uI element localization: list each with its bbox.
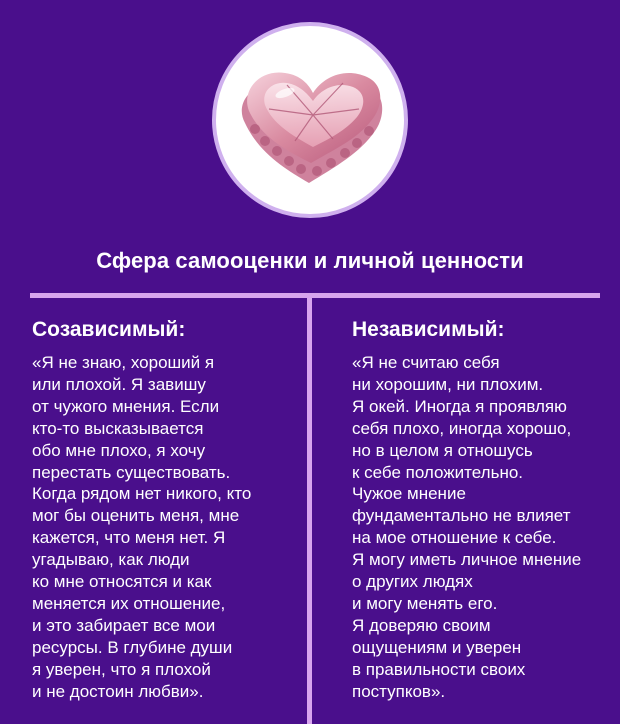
codependent-heading: Созависимый: bbox=[32, 318, 186, 341]
text-line: перестать существовать. bbox=[32, 462, 231, 482]
heart-crystal-box-icon bbox=[225, 45, 395, 195]
text-line: Я доверяю своим bbox=[352, 615, 491, 635]
text-line: угадываю, как люди bbox=[32, 550, 190, 570]
text-line: кто-то высказывается bbox=[32, 418, 204, 438]
text-line: Когда рядом нет никого, кто bbox=[32, 484, 252, 504]
vertical-divider bbox=[307, 296, 312, 724]
text-line: к себе положительно. bbox=[352, 462, 524, 482]
text-line: мог бы оценить меня, мне bbox=[32, 506, 240, 526]
product-image-circle bbox=[212, 22, 408, 218]
text-line: и это забирает все мои bbox=[32, 615, 216, 635]
text-line: «Я не знаю, хороший я bbox=[32, 353, 215, 372]
text-line: поступков». bbox=[352, 681, 446, 701]
text-line: меняется их отношение, bbox=[32, 593, 226, 613]
independent-heading: Независимый: bbox=[352, 318, 505, 341]
page-title: Сфера самооценки и личной ценности bbox=[96, 248, 524, 273]
text-line: и не достоин любви». bbox=[32, 681, 204, 701]
text-line: «Я не считаю себя bbox=[352, 353, 500, 372]
codependent-text bbox=[32, 352, 297, 703]
text-line: Чужое мнение bbox=[352, 484, 466, 504]
text-line: от чужого мнения. Если bbox=[32, 396, 220, 416]
text-line: обо мне плохо, я хочу bbox=[32, 440, 206, 460]
text-line: Я могу иметь личное мнение bbox=[352, 550, 582, 570]
independent-text bbox=[352, 352, 607, 703]
text-line: кажется, что меня нет. Я bbox=[32, 528, 226, 548]
text-line: ко мне относятся и как bbox=[32, 572, 212, 592]
text-line: на мое отношение к себе. bbox=[352, 528, 557, 548]
text-line: Я окей. Иногда я проявляю bbox=[352, 396, 567, 416]
text-line: ни хорошим, ни плохим. bbox=[352, 374, 544, 394]
horizontal-divider bbox=[30, 293, 600, 298]
independent-column bbox=[352, 318, 607, 703]
text-line: фундаментально не влияет bbox=[352, 506, 571, 526]
text-line: в правильности своих bbox=[352, 659, 526, 679]
text-line: я уверен, что я плохой bbox=[32, 659, 211, 679]
text-line: о других людях bbox=[352, 572, 473, 592]
text-line: и могу менять его. bbox=[352, 593, 498, 613]
text-line: или плохой. Я завишу bbox=[32, 374, 206, 394]
text-line: ресурсы. В глубине души bbox=[32, 637, 233, 657]
codependent-column bbox=[32, 318, 297, 703]
text-line: себя плохо, иногда хорошо, bbox=[352, 418, 572, 438]
text-line: ощущениям и уверен bbox=[352, 637, 522, 657]
text-line: но в целом я отношусь bbox=[352, 440, 533, 460]
